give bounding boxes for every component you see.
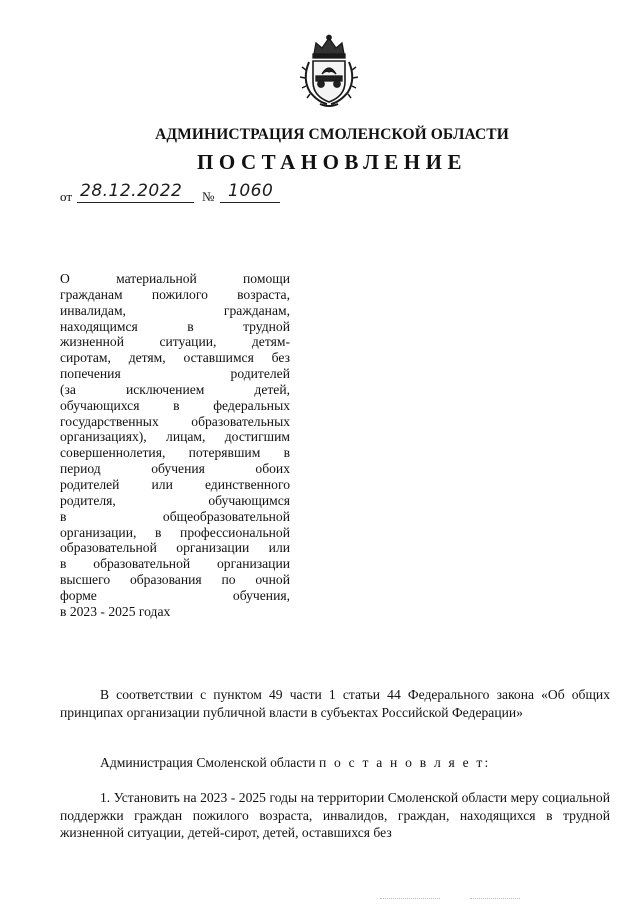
smolensk-coat-of-arms-icon <box>296 34 362 108</box>
organization-name: АДМИНИСТРАЦИЯ СМОЛЕНСКОЙ ОБЛАСТИ <box>155 126 509 143</box>
document-title <box>60 271 290 620</box>
clause-1-paragraph: 1. Установить на 2023 - 2025 годы на территории Смоленской области меру социальной поддержки граждан пожилого возраста, инвалидов, граждан, находящихся в трудной жизненной ситуации, детей-сирот, детей, оставшихся без <box>60 790 610 840</box>
title-line: родителя, обучающимся <box>60 492 290 508</box>
title-line: родителей или единственного <box>60 476 290 492</box>
title-line: совершеннолетия, потерявшим в <box>60 445 290 461</box>
title-line: период обучения обоих <box>60 461 290 477</box>
document-type-heading: ПОСТАНОВЛЕНИЕ <box>197 150 467 174</box>
title-line: в 2023 - 2025 годах <box>60 603 171 619</box>
title-line: организациях), лицам, достигшим <box>60 429 290 445</box>
resolves-verb: п о с т а н о в л я е т: <box>318 755 491 770</box>
title-line: форме обучения, <box>60 587 290 603</box>
resolves-paragraph <box>60 754 640 772</box>
number-label: № <box>202 189 215 204</box>
title-line: находящимся в трудной <box>60 318 290 334</box>
title-line: О материальной помощи <box>60 271 290 286</box>
title-line: сиротам, детям, оставшимся без <box>60 350 290 366</box>
bleed-through-mark <box>470 898 520 899</box>
title-line: в общеобразовательной <box>60 508 290 524</box>
title-line: в образовательной организации <box>60 556 290 572</box>
handwritten-number: 1060 <box>228 181 274 201</box>
handwritten-date: 28.12.2022 <box>80 181 183 201</box>
title-line: государственных образовательных <box>60 413 290 429</box>
resolves-subject: Администрация Смоленской области <box>100 755 316 770</box>
title-line: образовательной организации или <box>60 540 290 556</box>
title-line: организации, в профессиональной <box>60 524 290 540</box>
bleed-through-mark <box>380 898 440 899</box>
title-line: (за исключением детей, <box>60 381 290 397</box>
preamble-paragraph: В соответствии с пунктом 49 части 1 статьи 44 Федерального закона «Об общих принципах организации публичной власти в субъектах Российской Федерации» <box>60 687 610 720</box>
title-line: высшего образования по очной <box>60 572 290 588</box>
title-line: инвалидам, гражданам, <box>60 302 290 318</box>
title-line: попечения родителей <box>60 366 290 382</box>
title-line: обучающихся в федеральных <box>60 397 290 413</box>
title-line: гражданам пожилого возраста, <box>60 286 290 302</box>
title-line: жизненной ситуации, детям- <box>60 334 290 350</box>
from-label: от <box>60 189 73 204</box>
number-underline <box>220 202 280 203</box>
date-underline <box>77 202 194 203</box>
